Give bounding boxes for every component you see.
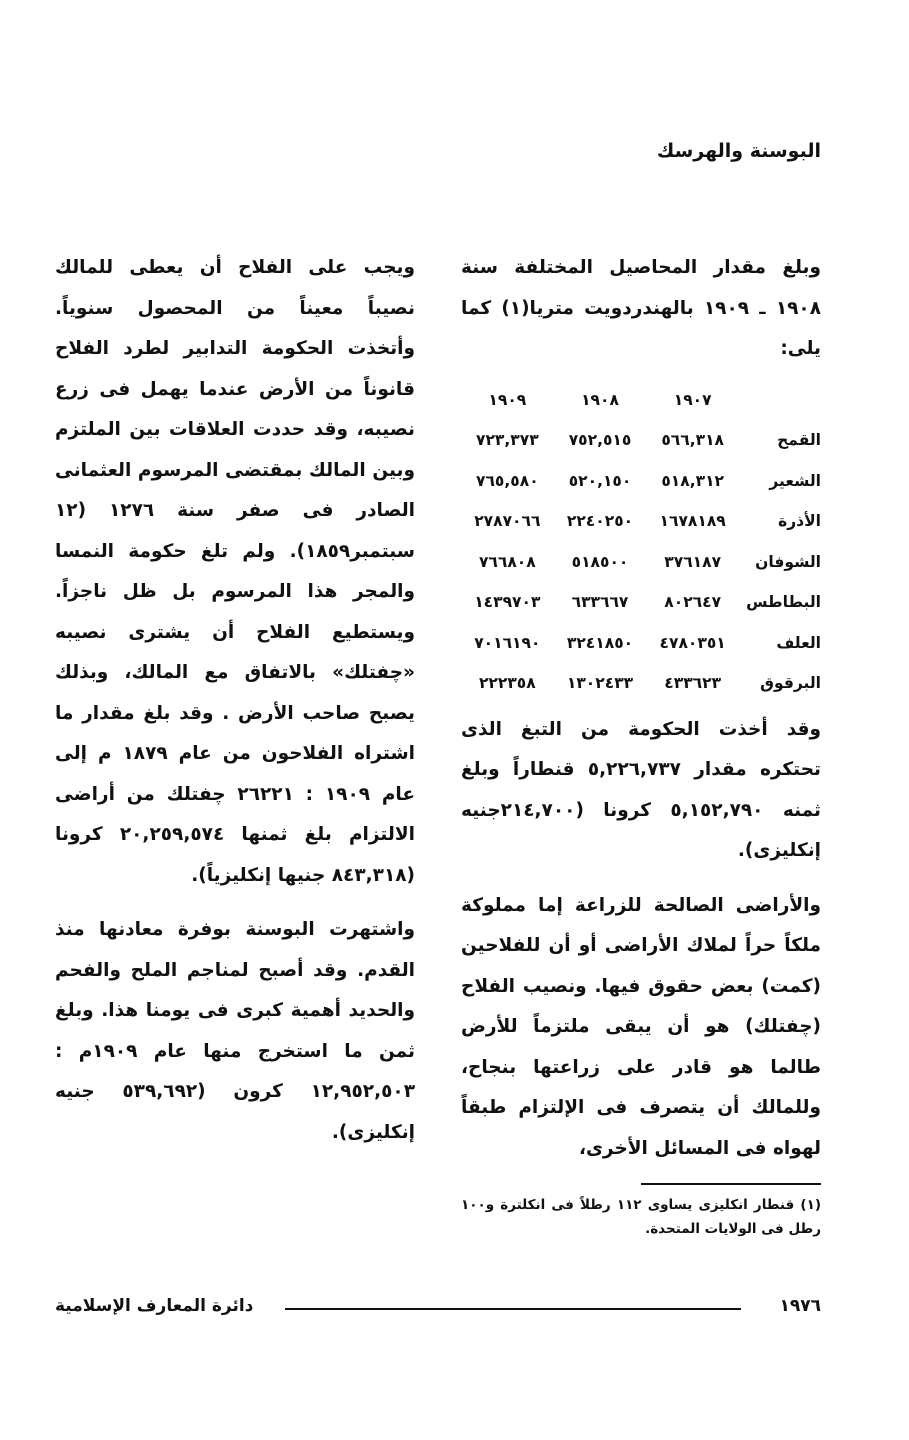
table-row xyxy=(461,501,821,542)
value-1908: ٣٢٤١٨٥٠ xyxy=(566,633,634,652)
value-1909: ٧٦٥,٥٨٠ xyxy=(476,471,539,490)
value-1909: ١٤٣٩٧٠٣ xyxy=(474,593,541,611)
table-row xyxy=(461,461,821,502)
value-1907: ٥١٨,٣١٢ xyxy=(661,471,724,490)
value-1907: ٤٧٨٠٣٥١ xyxy=(659,633,726,652)
crop-name: البرقوق xyxy=(760,674,821,692)
crop-name: الشوفان xyxy=(755,552,821,571)
footer-rule xyxy=(285,1308,741,1310)
value-1907: ٤٣٣٦٢٣ xyxy=(664,674,722,692)
crop-name: العلف xyxy=(776,633,821,652)
peasant-paragraph: ويجب على الفلاح أن يعطى للمالك نصيباً معيناً من المحصول سنوياً. وأتخذت الحكومة التدابير لطرد الفلاح قانوناً من الأرض عندما يهمل فى زرع نصيبه، وقد حددت العلاقات بين الملتزم وبين المالك بمقتضى المرسوم العثمانى الصادر فى صفر سنة ١٢٧٦ (١٢ سبتمبر١٨٥٩). ولم تلغ حكومة النمسا والمجر هذا المرسوم بل ظل ناجزاً. ويستطيع الفلاح أن يشترى نصيبه «چفتلك» بالاتفاق مع المالك، وبذلك يصبح صاحب الأرض . وقد بلغ مقدار ما اشتراه الفلاحون من عام ١٨٧٩ م إلى عام ١٩٠٩ : ٢٦٢٢١ چفتلك من أراضى الالتزام بلغ ثمنها ٢٠,٢٥٩,٥٧٤ كرونا (٨٤٣,٣١٨ جنيها إنكليزياً). xyxy=(55,257,415,886)
page-number: ١٩٧٦ xyxy=(779,1296,821,1316)
value-1908: ١٣٠٢٤٣٣ xyxy=(566,674,634,692)
value-1908: ٥٢٠,١٥٠ xyxy=(568,471,632,490)
page-footer xyxy=(55,1296,821,1320)
value-1907: ٣٧٦١٨٧ xyxy=(664,552,722,571)
value-1909: ٢٢٢٣٥٨ xyxy=(478,674,536,692)
year-header-1908: ١٩٠٨ xyxy=(581,390,619,409)
tobacco-paragraph: وقد أخذت الحكومة من التبغ الذى تحتكره مقدار ٥,٢٢٦,٧٣٧ قنطاراً وبلغ ثمنه ٥,١٥٢,٧٩٠ كرونا (٢١٤,٧٠٠جنيه إنكليزى). xyxy=(461,718,822,861)
value-1907: ٥٦٦,٣١٨ xyxy=(661,431,724,449)
year-header-1909: ١٩٠٩ xyxy=(488,390,527,409)
crop-name: البطاطس xyxy=(746,593,821,611)
value-1907: ١٦٧٨١٨٩ xyxy=(659,512,726,530)
footnote-separator xyxy=(641,1183,821,1185)
value-1908: ٧٥٢,٥١٥ xyxy=(568,431,632,449)
crops-intro-paragraph: وبلغ مقدار المحاصيل المختلفة سنة ١٩٠٨ ـ ١٩٠٩ بالهندردويت متريا(١) كما يلى: xyxy=(461,257,821,359)
running-head: البوسنة والهرسك xyxy=(656,140,821,162)
value-1908: ٢٢٤٠٢٥٠ xyxy=(566,512,634,530)
table-row xyxy=(461,623,821,664)
left-column xyxy=(55,248,415,1167)
footnote: (١) قنطار انكليزى يساوى ١١٢ رطلاً فى انكلترة و١٠٠ رطل فى الولايات المتحدة. xyxy=(461,1197,821,1237)
crop-yields-table xyxy=(461,380,821,704)
value-1909: ٢٧٨٧٠٦٦ xyxy=(474,512,541,530)
value-1909: ٧٢٣,٣٧٣ xyxy=(476,431,539,449)
minerals-paragraph: واشتهرت البوسنة بوفرة معادنها منذ القدم. وقد أصبح لمناجم الملح والفحم والحديد أهمية كبرى فى يومنا هذا. وبلغ ثمن ما استخرج منها عام ١٩٠٩م : ١٢,٩٥٢,٥٠٣ كرون (٥٣٩,٦٩٢ جنيه إنكليزى). xyxy=(55,919,415,1143)
value-1909: ٧٦٦٨٠٨ xyxy=(478,552,536,571)
table-header-row xyxy=(461,380,821,421)
lands-paragraph: والأراضى الصالحة للزراعة إما مملوكة ملكاً حراً لملاك الأراضى أو أن للفلاحين (كمت) بعض حقوق فيها. ونصيب الفلاح (چفتلك) هو أن يبقى ملتزماً للأرض طالما هو قادر على زراعتها بنجاح، وللمالك أن يتصرف فى الإلتزام طبقاً لهواه فى المسائل الأخرى، xyxy=(461,894,821,1159)
value-1908: ٦٣٣٦٦٧ xyxy=(571,593,629,611)
right-column xyxy=(461,248,821,1255)
year-header-1907: ١٩٠٧ xyxy=(673,390,712,409)
value-1908: ٥١٨٥٠٠ xyxy=(571,552,629,571)
journal-title: دائرة المعارف الإسلامية xyxy=(55,1296,254,1316)
table-row xyxy=(461,542,821,583)
crop-column-header xyxy=(739,380,821,421)
table-row xyxy=(461,663,821,704)
crop-name: الأذرة xyxy=(778,512,821,530)
crop-name: القمح xyxy=(777,431,821,449)
value-1907: ٨٠٢٦٤٧ xyxy=(664,593,722,611)
value-1909: ٧٠١٦١٩٠ xyxy=(474,633,541,652)
table-row xyxy=(461,420,821,461)
crop-name: الشعير xyxy=(769,471,821,490)
table-row xyxy=(461,582,821,623)
